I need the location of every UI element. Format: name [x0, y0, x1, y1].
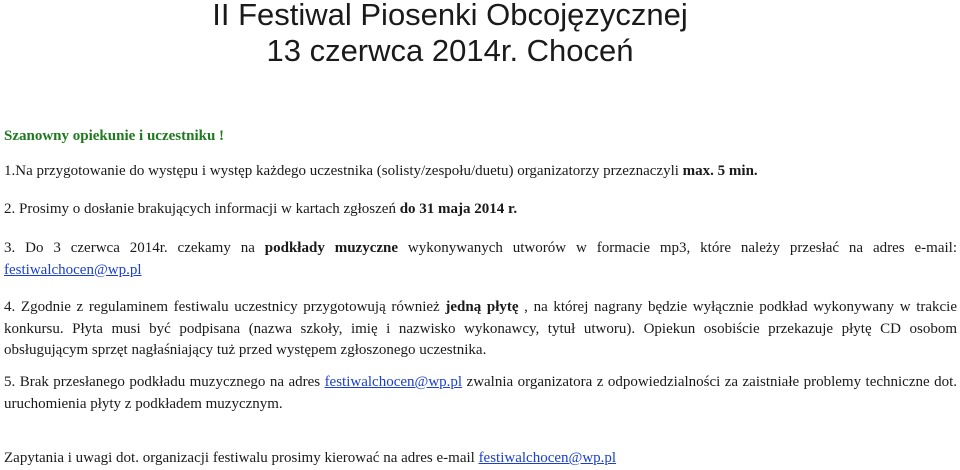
paragraph-3-text-b: wykonywanych utworów w formacie mp3, które należy przesłać na adres e-mail:	[398, 240, 957, 256]
paragraph-1-text: 1.Na przygotowanie do występu i występ każdego uczestnika (solisty/zespołu/duetu) organizatorzy przeznaczyli	[4, 163, 683, 179]
paragraph-5	[4, 372, 957, 415]
email-link-3[interactable]: festiwalchocen@wp.pl	[478, 450, 617, 466]
paragraph-2-bold: do 31 maja 2014 r.	[399, 201, 518, 217]
paragraph-2	[4, 199, 957, 221]
paragraph-1-bold: max. 5 min.	[682, 163, 758, 179]
paragraph-1	[4, 161, 957, 183]
greeting: Szanowny opiekunie i uczestniku !	[4, 128, 225, 144]
paragraph-6-text: Zapytania i uwagi dot. organizacji festiwalu prosimy kierować na adres e-mail	[4, 450, 479, 466]
paragraph-3-bold: podkłady muzyczne	[264, 240, 399, 256]
email-link-2[interactable]: festiwalchocen@wp.pl	[324, 374, 463, 390]
paragraph-6	[4, 448, 957, 470]
paragraph-3-text-a: 3. Do 3 czerwca 2014r. czekamy na	[4, 240, 265, 256]
paragraph-5-text-b: zwalnia organizatora z odpowiedzialności za zaistniałe problemy techniczne dot. uruchomienia płyty z podkładem muzycznym.	[4, 374, 958, 412]
paragraph-5-text-a: 5. Brak przesłanego podkładu muzycznego na adres	[4, 374, 325, 390]
paragraph-4	[4, 297, 957, 362]
paragraph-4-bold: jedną płytę	[445, 299, 519, 315]
document-title-line-1: II Festiwal Piosenki Obcojęzycznej	[212, 0, 688, 32]
paragraph-4-text-b: , na której nagrany będzie wyłącznie podkład wykonywany w trakcie konkursu. Płyta musi być podpisana (nazwa szkoły, imię i nazwisko wykonawcy, tytuł utworu). Opiekun osobiście przekazuje płytę CD osobom obsługującym sprzęt nagłaśniający tuż przed występem zgłoszonego uczestnika.	[4, 299, 957, 358]
email-link-1[interactable]: festiwalchocen@wp.pl	[4, 261, 142, 278]
document-title-line-2: 13 czerwca 2014r. Choceń	[266, 33, 634, 68]
paragraph-3	[4, 238, 957, 281]
paragraph-2-text: 2. Prosimy o dosłanie brakujących informacji w kartach zgłoszeń	[4, 201, 400, 217]
paragraph-4-text-a: 4. Zgodnie z regulaminem festiwalu uczestnicy przygotowują również	[4, 299, 446, 315]
